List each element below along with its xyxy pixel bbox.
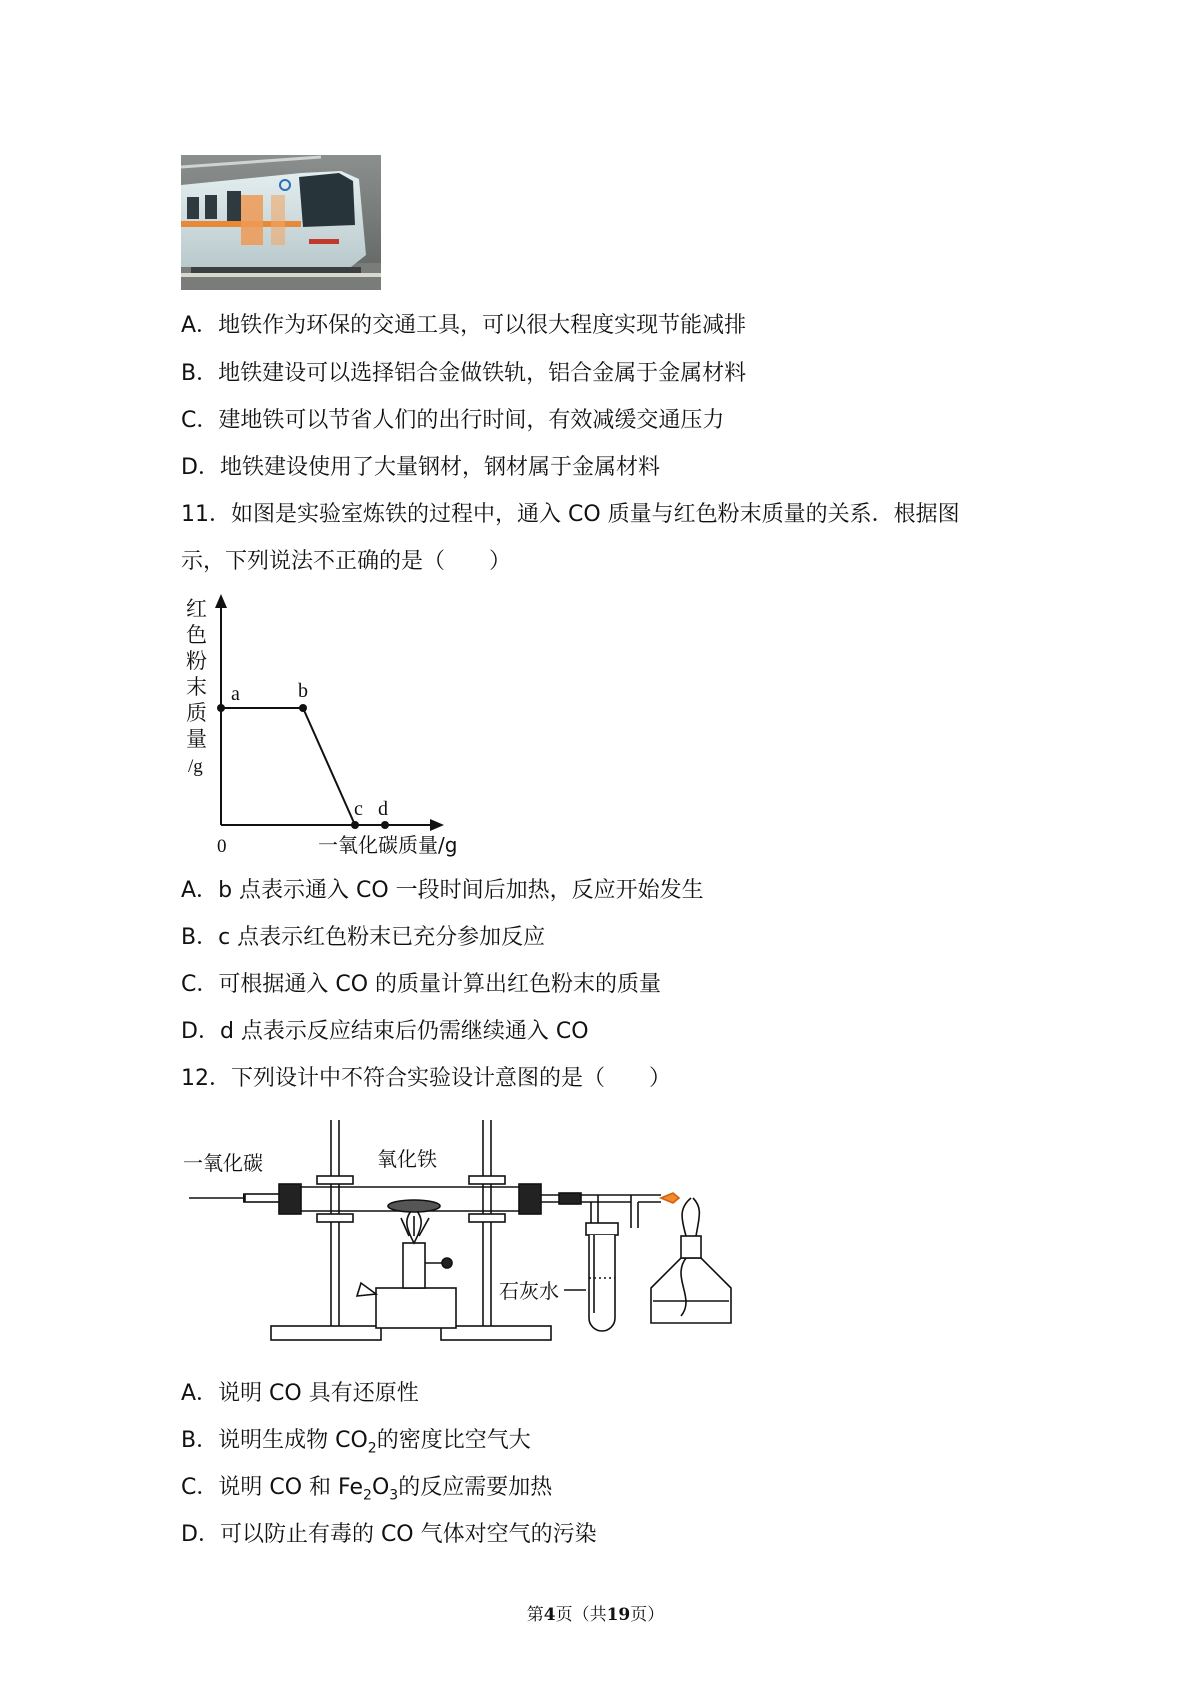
option-text-mid: O [371,1475,390,1500]
option-letter: A． [181,1381,219,1406]
ylabel-unit: /g [188,756,203,777]
option-text-pre: 说明 CO 和 Fe [218,1475,364,1500]
co-reduction-apparatus [181,1118,761,1348]
subscript: 3 [389,1487,399,1504]
footer-pre: 第 [526,1605,544,1625]
option-text-post: 的密度比空气大 [376,1428,531,1453]
point-c [351,821,359,829]
y-axis-arrow [215,594,227,608]
q10-option-a [181,311,746,341]
option-letter: A． [181,878,219,903]
option-text-post: 的反应需要加热 [398,1475,553,1500]
option-text: 地铁作为环保的交通工具，可以很大程度实现节能减排 [218,313,747,338]
option-text: 可以防止有毒的 CO 气体对空气的污染 [219,1522,597,1547]
q12-option-d [181,1520,597,1550]
footer-total-pages: 19 [606,1605,631,1625]
footer-mid: 页（共 [555,1605,607,1625]
q11-option-d [181,1017,589,1047]
q12-option-c [181,1473,552,1503]
label-b: b [298,680,308,702]
ylabel-char-1: 红 [186,597,207,621]
option-text: 建地铁可以节省人们的出行时间，有效减缓交通压力 [218,408,725,433]
q11-option-b [181,923,545,953]
q11-stem-line2: 示，下列说法不正确的是（ ） [181,549,512,574]
label-d: d [378,798,388,820]
q12-option-a [181,1379,419,1409]
label-co: 一氧化碳 [183,1151,263,1175]
option-text: 可根据通入 CO 的质量计算出红色粉末的质量 [218,972,662,997]
page-footer [0,1600,1191,1625]
label-iron-oxide: 氧化铁 [377,1147,437,1171]
q11-option-a [181,876,704,906]
option-text-pre: 说明生成物 CO [218,1428,368,1453]
label-limewater: 石灰水 [499,1279,559,1303]
ylabel-char-5: 质 [186,701,207,725]
label-c: c [354,798,363,820]
option-letter: C． [181,972,219,997]
footer-page-number: 4 [543,1605,556,1625]
point-b [299,704,307,712]
q10-option-d [181,453,660,483]
option-letter: C． [181,408,219,433]
option-text: d 点表示反应结束后仍需继续通入 CO [219,1019,589,1044]
option-letter: B． [181,1428,219,1453]
q11-option-c [181,970,661,1000]
ylabel-char-6: 量 [186,727,207,751]
ylabel-char-4: 末 [186,675,207,699]
xlabel: 一氧化碳质量/g [318,833,458,857]
option-letter: C． [181,1475,219,1500]
subscript: 2 [363,1487,372,1504]
label-a: a [231,683,240,705]
option-letter: D． [181,1522,220,1547]
option-text: 地铁建设使用了大量钢材，钢材属于金属材料 [219,455,660,480]
co-vs-red-powder-graph [181,590,481,860]
q12-stem: 12．下列设计中不符合实验设计意图的是（ ） [181,1066,671,1091]
option-letter: B． [181,925,219,950]
option-letter: D． [181,1019,220,1044]
q10-option-b [181,359,746,389]
ylabel-char-3: 粉 [186,649,207,673]
option-text: b 点表示通入 CO 一段时间后加热，反应开始发生 [218,878,704,903]
option-letter: B． [181,361,219,386]
ylabel-char-2: 色 [186,623,207,647]
subscript: 2 [367,1440,377,1457]
origin-label: 0 [217,836,227,857]
q11-stem-line1: 11．如图是实验室炼铁的过程中，通入 CO 质量与红色粉末质量的关系．根据图 [181,502,960,527]
option-text: 地铁建设可以选择铝合金做铁轨，铝合金属于金属材料 [218,361,747,386]
point-a [217,704,225,712]
point-d [381,821,389,829]
subway-train-photo [181,155,381,290]
footer-post: 页） [630,1605,665,1625]
option-text: c 点表示红色粉末已充分参加反应 [218,925,546,950]
option-letter: D． [181,455,220,480]
option-text: 说明 CO 具有还原性 [218,1381,419,1406]
x-axis-arrow [430,819,444,831]
option-letter: A． [181,313,219,338]
q12-option-b [181,1426,531,1456]
q10-option-c [181,406,724,436]
